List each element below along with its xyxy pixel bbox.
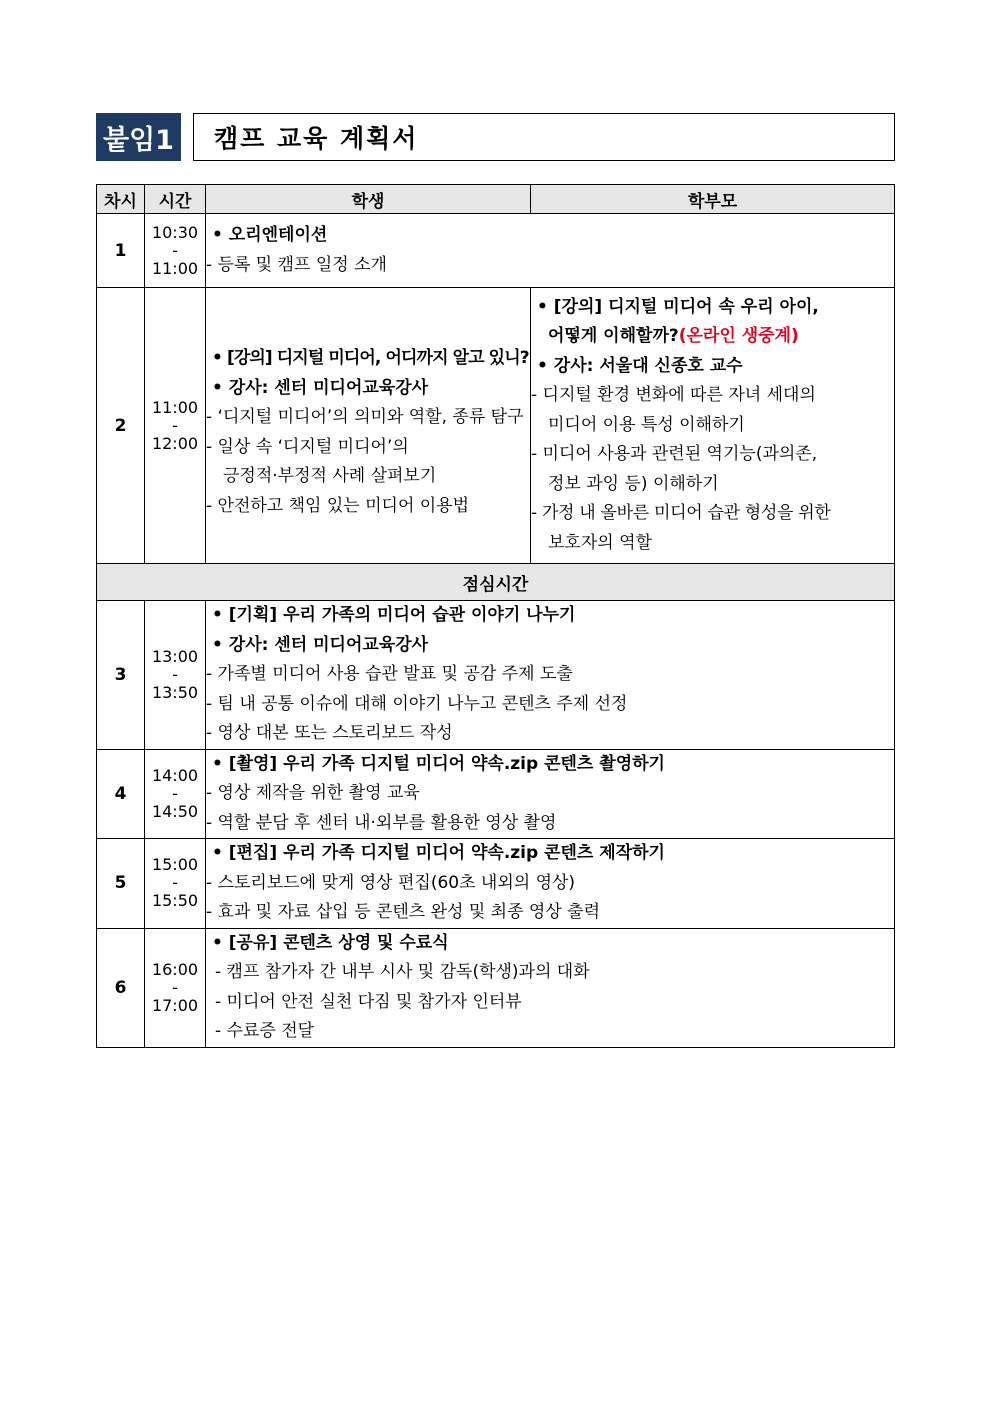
session-time bbox=[145, 601, 206, 750]
lunch-row bbox=[97, 564, 895, 601]
content-line: 긍정적·부정적 사례 살펴보기 bbox=[223, 466, 437, 486]
session-number: 2 bbox=[97, 288, 145, 564]
content-line: - 수료증 전달 bbox=[215, 1021, 315, 1041]
content-line: - 영상 제작을 위한 촬영 교육 bbox=[206, 783, 420, 803]
header-parent: 학부모 bbox=[531, 185, 895, 214]
content-line: 보호자의 역할 bbox=[548, 532, 652, 553]
time-end: 12:00 bbox=[151, 433, 199, 453]
time-end: 13:50 bbox=[151, 682, 199, 702]
time-dash: - bbox=[172, 977, 178, 997]
time-dash: - bbox=[172, 240, 178, 260]
time-dash: - bbox=[172, 415, 178, 435]
header-student: 학생 bbox=[206, 185, 531, 214]
session-time bbox=[145, 749, 206, 839]
content-line: - 디지털 환경 변화에 따른 자녀 세대의 bbox=[531, 385, 816, 406]
content-heading: • [공유] 콘텐츠 상영 및 수료식 bbox=[212, 932, 449, 953]
content-heading: • [강의] 디지털 미디어 속 우리 아이, bbox=[537, 296, 819, 317]
content-line: - 가족별 미디어 사용 습관 발표 및 공감 주제 도출 bbox=[206, 664, 573, 684]
content-line: - 역할 분담 후 센터 내·외부를 활용한 영상 촬영 bbox=[206, 812, 557, 833]
education-plan-table bbox=[96, 184, 895, 1048]
table-row bbox=[97, 839, 895, 929]
document-title bbox=[193, 113, 895, 161]
content-heading bbox=[531, 322, 894, 352]
table-header-row bbox=[97, 185, 895, 214]
table-row bbox=[97, 601, 895, 750]
time-start: 11:00 bbox=[151, 397, 199, 417]
header-session: 차시 bbox=[97, 185, 145, 214]
parent-content bbox=[531, 288, 895, 564]
lunch-label: 점심시간 bbox=[97, 564, 895, 601]
content-heading: • [촬영] 우리 가족 디지털 미디어 약속.zip 콘텐츠 촬영하기 bbox=[212, 753, 665, 774]
time-end: 14:50 bbox=[151, 801, 199, 821]
content-heading: • [기획] 우리 가족의 미디어 습관 이야기 나누기 bbox=[212, 605, 576, 625]
content-line: - ‘디지털 미디어’의 의미와 역할, 종류 탐구 bbox=[206, 407, 524, 427]
time-start: 13:00 bbox=[151, 646, 199, 666]
session-time bbox=[145, 928, 206, 1047]
time-end: 17:00 bbox=[151, 995, 199, 1015]
time-dash: - bbox=[172, 783, 178, 803]
attachment-badge: 붙임1 bbox=[96, 113, 181, 161]
content-heading: • 강사: 센터 미디어교육강사 bbox=[212, 377, 429, 398]
time-start: 10:30 bbox=[151, 222, 199, 242]
content-line: - 영상 대본 또는 스토리보드 작성 bbox=[206, 723, 453, 743]
heading-text: 어떻게 이해할까? bbox=[548, 326, 679, 347]
live-stream-note: (온라인 생중계) bbox=[678, 326, 799, 347]
time-end: 15:50 bbox=[151, 891, 199, 911]
session-number: 4 bbox=[97, 749, 145, 839]
content-line: - 안전하고 책임 있는 미디어 이용법 bbox=[206, 495, 470, 516]
session-number: 1 bbox=[97, 214, 145, 288]
session-number: 6 bbox=[97, 928, 145, 1047]
combined-content bbox=[206, 839, 895, 929]
content-line: - 스토리보드에 맞게 영상 편집(60초 내외의 영상) bbox=[206, 872, 576, 893]
content-line: 미디어 이용 특성 이해하기 bbox=[548, 414, 745, 435]
content-line: - 효과 및 자료 삽입 등 콘텐츠 완성 및 최종 영상 출력 bbox=[206, 902, 601, 922]
content-line: - 캠프 참가자 간 내부 시사 및 감독(학생)과의 대화 bbox=[215, 962, 590, 982]
content-line: - 일상 속 ‘디지털 미디어’의 bbox=[206, 436, 409, 457]
time-start: 14:00 bbox=[151, 765, 199, 785]
time-start: 15:00 bbox=[151, 855, 199, 875]
content-heading: • 강사: 서울대 신종호 교수 bbox=[537, 355, 743, 376]
content-line: - 미디어 사용과 관련된 역기능(과의존, bbox=[531, 444, 818, 465]
content-line: - 등록 및 캠프 일정 소개 bbox=[206, 254, 387, 275]
session-number: 3 bbox=[97, 601, 145, 750]
combined-content bbox=[206, 214, 895, 288]
session-time bbox=[145, 839, 206, 929]
table-row bbox=[97, 749, 895, 839]
combined-content bbox=[206, 749, 895, 839]
document-title-text: 캠프 교육 계획서 bbox=[214, 124, 419, 153]
content-line: - 가정 내 올바른 미디어 습관 형성을 위한 bbox=[531, 503, 831, 524]
session-time bbox=[145, 214, 206, 288]
table-row bbox=[97, 214, 895, 288]
combined-content bbox=[206, 928, 895, 1047]
student-content bbox=[206, 288, 531, 564]
content-heading: • 강사: 센터 미디어교육강사 bbox=[212, 634, 429, 655]
table-row bbox=[97, 288, 895, 564]
time-dash: - bbox=[172, 664, 178, 684]
combined-content bbox=[206, 601, 895, 750]
content-heading: • 오리엔테이션 bbox=[212, 225, 328, 245]
content-line: - 팀 내 공통 이슈에 대해 이야기 나누고 콘텐츠 주제 선정 bbox=[206, 693, 628, 714]
session-number: 5 bbox=[97, 839, 145, 929]
header-time: 시간 bbox=[145, 185, 206, 214]
content-line: 정보 과잉 등) 이해하기 bbox=[548, 473, 719, 494]
time-end: 11:00 bbox=[151, 258, 199, 278]
content-heading: • [편집] 우리 가족 디지털 미디어 약속.zip 콘텐츠 제작하기 bbox=[212, 843, 665, 863]
session-time bbox=[145, 288, 206, 564]
time-start: 16:00 bbox=[151, 959, 199, 979]
content-heading: • [강의] 디지털 미디어, 어디까지 알고 있니? bbox=[212, 348, 529, 368]
time-dash: - bbox=[172, 873, 178, 893]
table-row bbox=[97, 928, 895, 1047]
content-line: - 미디어 안전 실천 다짐 및 참가자 인터뷰 bbox=[215, 991, 522, 1012]
